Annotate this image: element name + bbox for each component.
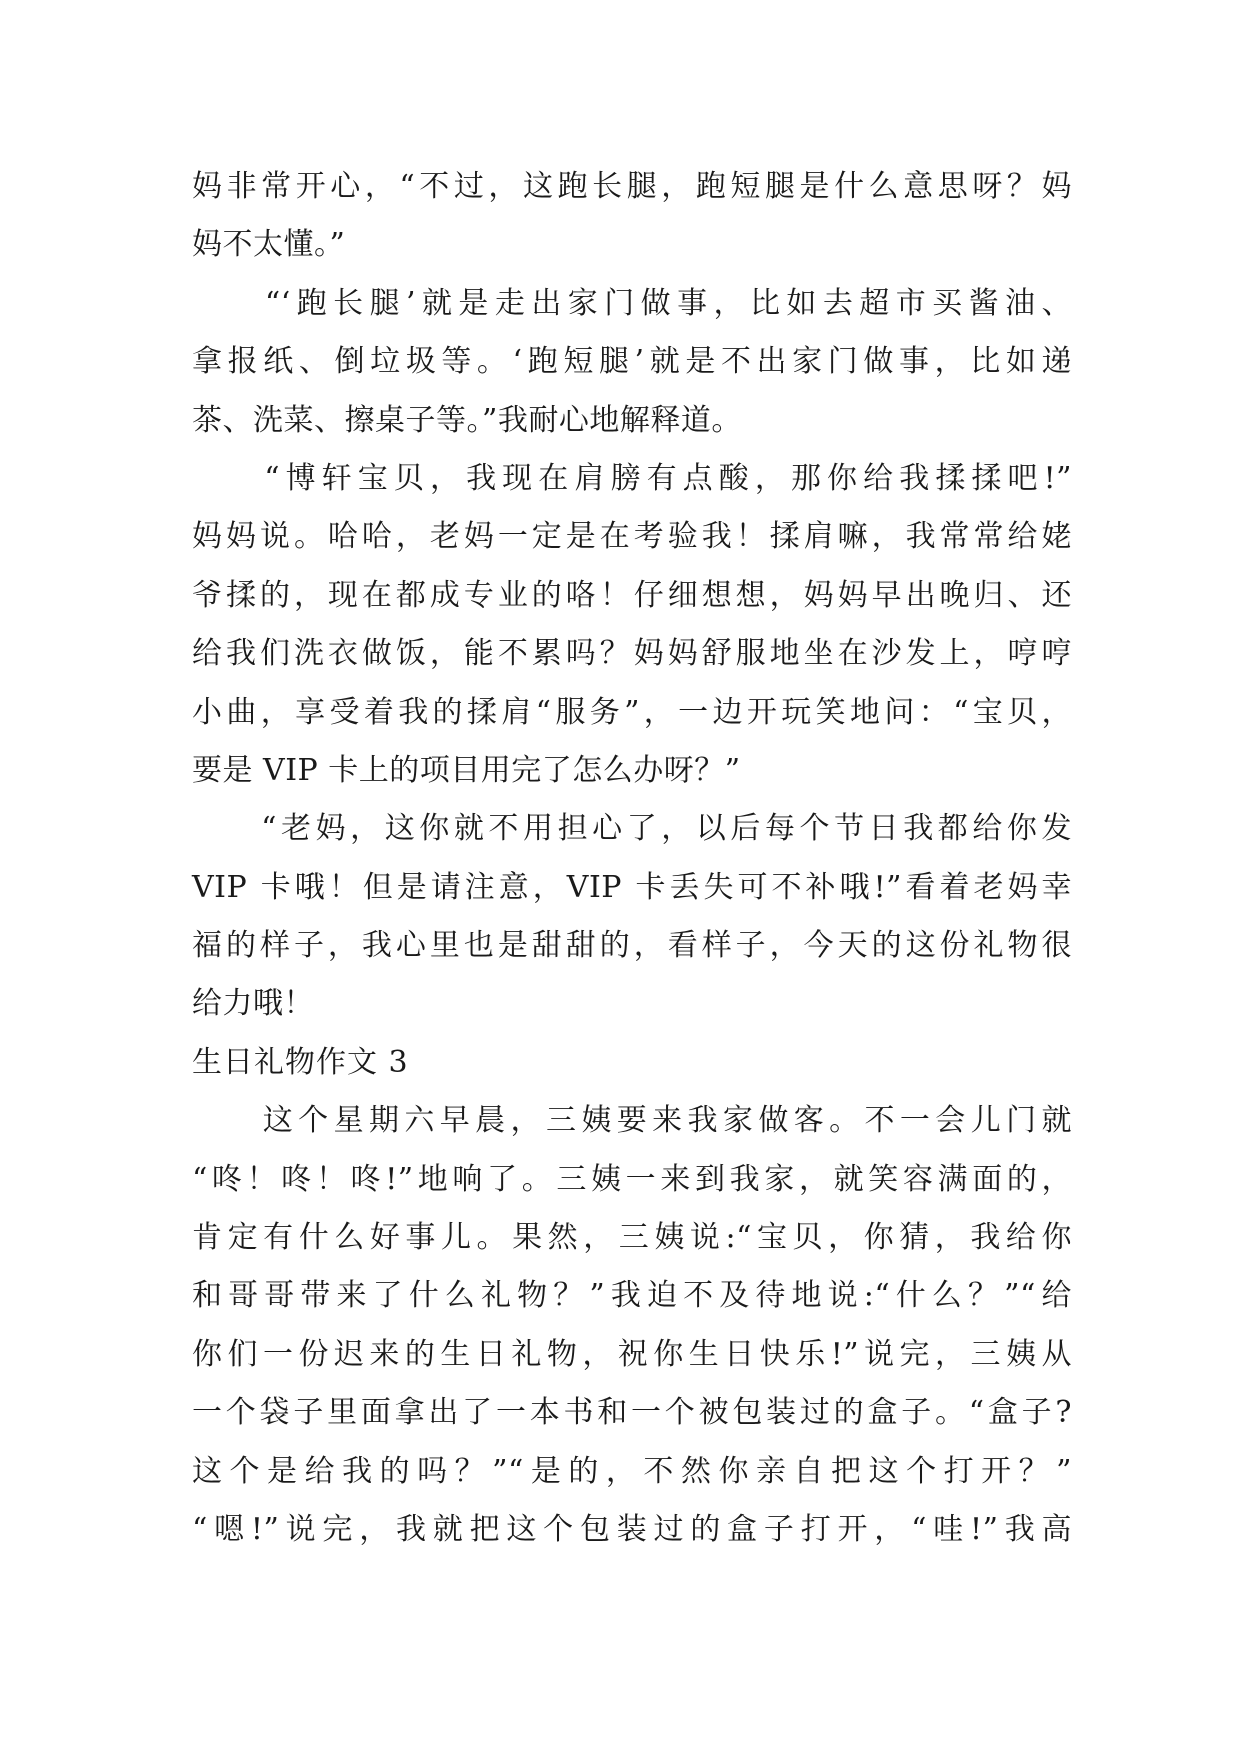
text-line: 你们一份迟来的生日礼物，祝你生日快乐!”说完，三姨从 <box>192 1336 1072 1372</box>
text-line: 一个袋子里面拿出了一本书和一个被包装过的盒子。“盒子? <box>192 1395 1072 1431</box>
text-line: 给力哦！ <box>192 986 314 1022</box>
text-line: VIP 卡哦！但是请注意，VIP 卡丢失可不补哦!”看着老妈幸 <box>192 869 1072 905</box>
text-line: 肯定有什么好事儿。果然，三姨说:“宝贝，你猜，我给你 <box>192 1220 1072 1256</box>
text-line: 福的样子，我心里也是甜甜的，看样子，今天的这份礼物很 <box>192 928 1072 964</box>
text-line: 茶、洗菜、擦桌子等。”我耐心地解释道。 <box>192 402 742 438</box>
section-heading: 生日礼物作文 3 <box>192 1044 409 1080</box>
text-line: 要是 VIP 卡上的项目用完了怎么办呀？” <box>192 752 741 788</box>
text-line: 这个是给我的吗？”“是的，不然你亲自把这个打开？” <box>192 1453 1072 1489</box>
text-line: “嗯!”说完，我就把这个包装过的盒子打开，“哇!”我高 <box>192 1511 1072 1547</box>
text-line: 给我们洗衣做饭，能不累吗？妈妈舒服地坐在沙发上，哼哼 <box>192 636 1072 672</box>
text-line: “咚！咚！咚!”地响了。三姨一来到我家，就笑容满面的， <box>192 1161 1072 1197</box>
text-line: “博轩宝贝，我现在肩膀有点酸，那你给我揉揉吧!” <box>192 460 1072 496</box>
text-line: 和哥哥带来了什么礼物？”我迫不及待地说:“什么？”“给 <box>192 1278 1072 1314</box>
text-line: “‘跑长腿’就是走出家门做事，比如去超市买酱油、 <box>192 285 1072 321</box>
text-line: 妈不太懂。” <box>192 227 346 263</box>
text-line: 这个星期六早晨，三姨要来我家做客。不一会儿门就 <box>192 1103 1072 1139</box>
text-line: 拿报纸、倒垃圾等。‘跑短腿’就是不出家门做事，比如递 <box>192 344 1072 380</box>
text-line: 妈非常开心，“不过，这跑长腿，跑短腿是什么意思呀？妈 <box>192 169 1072 204</box>
text-line: “老妈，这你就不用担心了，以后每个节日我都给你发 <box>192 811 1072 847</box>
text-line: 爷揉的，现在都成专业的咯！仔细想想，妈妈早出晚归、还 <box>192 577 1072 613</box>
body-text <box>192 158 1072 1559</box>
text-line: 妈妈说。哈哈，老妈一定是在考验我！揉肩嘛，我常常给姥 <box>192 519 1072 555</box>
text-line: 小曲，享受着我的揉肩“服务”，一边开玩笑地问：“宝贝， <box>192 694 1072 730</box>
